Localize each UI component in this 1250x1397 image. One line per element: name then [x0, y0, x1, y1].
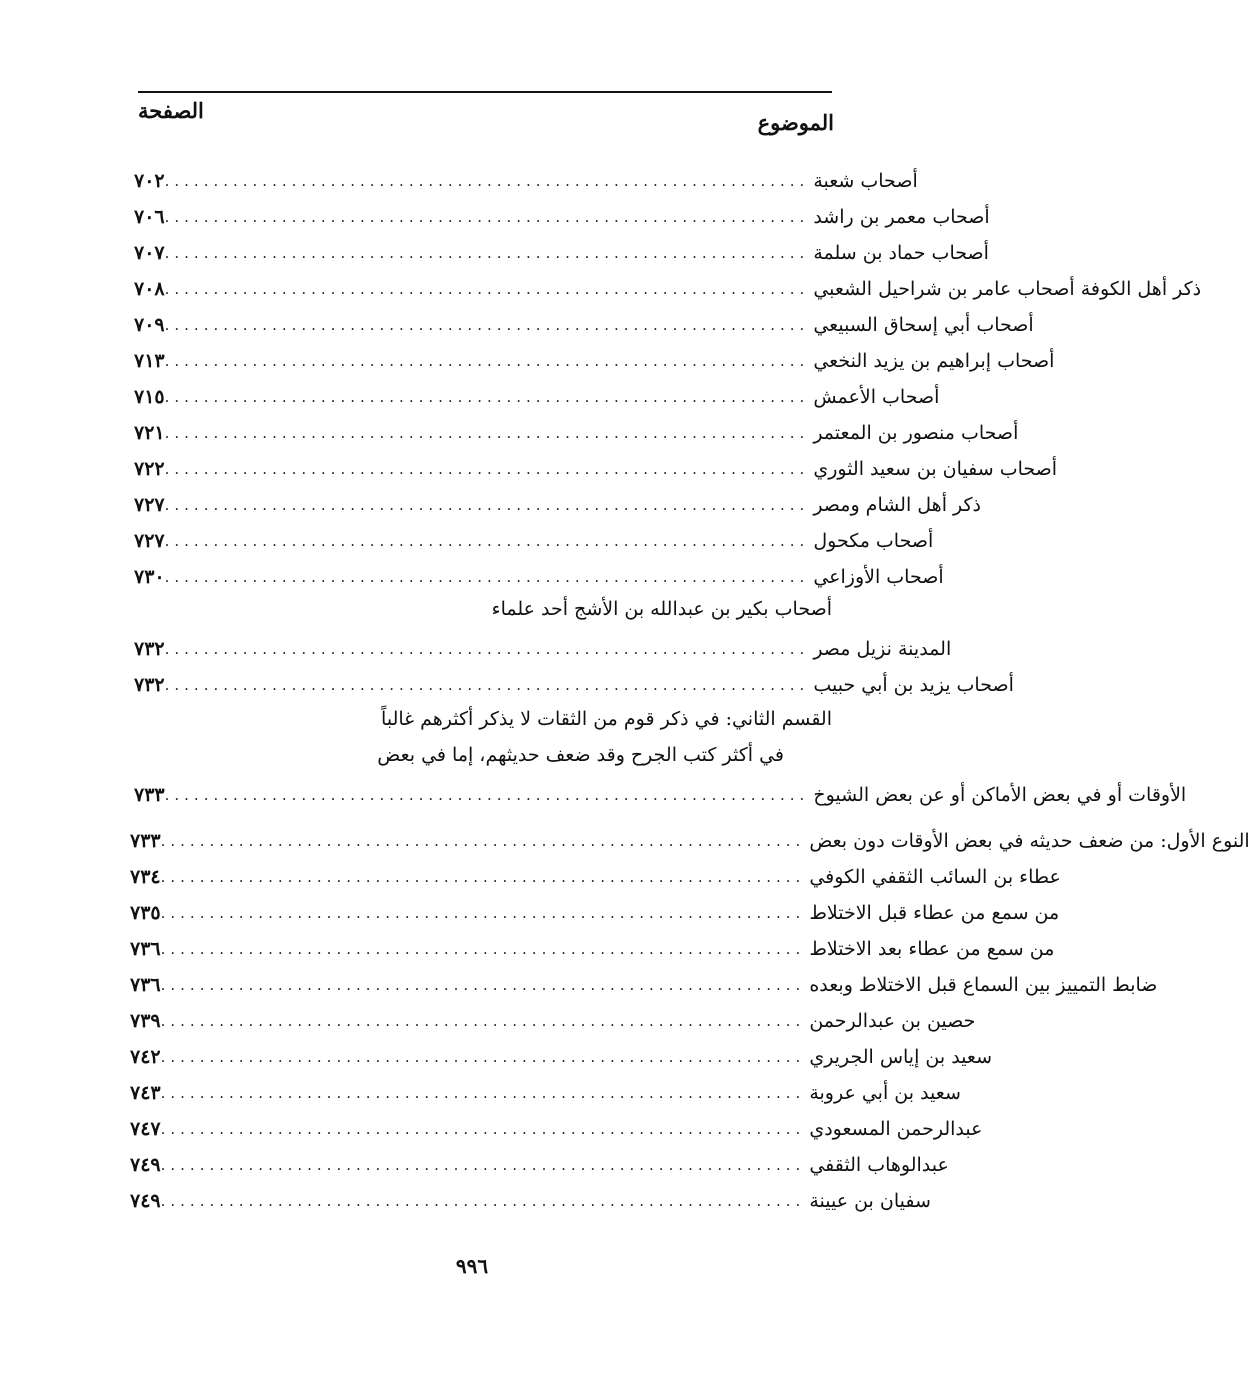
entry-page: ٧٢٢ — [134, 458, 165, 480]
entry-title: عبدالرحمن المسعودي — [809, 1118, 983, 1140]
dot-leader: .................................................................. — [164, 640, 810, 658]
toc-entry — [130, 862, 1061, 892]
dot-leader: .................................................................. — [164, 316, 810, 334]
dot-leader: .................................................................. — [164, 786, 810, 804]
entry-title: سعيد بن إياس الجريري — [809, 1046, 992, 1068]
page-column-header: الصفحة — [138, 98, 204, 123]
toc-entry — [134, 310, 1034, 340]
entry-page: ٧٣٥ — [130, 902, 161, 924]
entry-title: سفيان بن عيينة — [809, 1190, 931, 1212]
toc-entry — [130, 970, 1158, 1000]
toc-entry — [134, 418, 1019, 448]
toc-entry — [134, 202, 990, 232]
entry-page: ٧٠٧ — [134, 242, 165, 264]
entry-page: ٧٠٢ — [134, 170, 165, 192]
toc-entry — [134, 526, 934, 556]
entry-title: أصحاب معمر بن راشد — [813, 206, 990, 228]
entry-page: ٧٣٦ — [130, 938, 161, 960]
dot-leader: .................................................................. — [160, 904, 806, 922]
dot-leader: .................................................................. — [160, 976, 806, 994]
toc-entry — [130, 898, 1060, 928]
toc-entry — [134, 670, 1014, 700]
toc-entry — [134, 274, 1202, 304]
dot-leader: .................................................................. — [164, 352, 810, 370]
entry-title: أصحاب الأوزاعي — [813, 566, 944, 588]
entry-title-continued: أصحاب بكير بن عبدالله بن الأشج أحد علماء — [491, 598, 832, 620]
entry-page: ٧٢٧ — [134, 494, 165, 516]
toc-entry — [130, 826, 1250, 856]
entry-title: سعيد بن أبي عروبة — [809, 1082, 961, 1104]
entry-title: أصحاب إبراهيم بن يزيد النخعي — [813, 350, 1055, 372]
entry-title: أصحاب الأعمش — [813, 386, 940, 408]
entry-title: ضابط التمييز بين السماع قبل الاختلاط وبعده — [809, 974, 1158, 996]
toc-entry — [130, 934, 1055, 964]
entry-title: أصحاب أبي إسحاق السبيعي — [813, 314, 1034, 336]
dot-leader: .................................................................. — [164, 532, 810, 550]
dot-leader: .................................................................. — [164, 496, 810, 514]
dot-leader: .................................................................. — [160, 940, 806, 958]
entry-title: عطاء بن السائب الثقفي الكوفي — [809, 866, 1061, 888]
entry-page: ٧١٣ — [134, 350, 165, 372]
toc-entry — [130, 1042, 992, 1072]
dot-leader: .................................................................. — [160, 1156, 806, 1174]
entry-title: من سمع من عطاء بعد الاختلاط — [809, 938, 1055, 960]
entry-title: أصحاب سفيان بن سعيد الثوري — [813, 458, 1058, 480]
dot-leader: .................................................................. — [160, 832, 806, 850]
toc-entry — [134, 634, 952, 664]
entry-page: ٧٠٩ — [134, 314, 165, 336]
entry-title: من سمع من عطاء قبل الاختلاط — [809, 902, 1060, 924]
toc-entry — [130, 1150, 949, 1180]
dot-leader: .................................................................. — [164, 568, 810, 586]
entry-page: ٧٤٩ — [130, 1154, 161, 1176]
toc-entry — [130, 1078, 961, 1108]
toc-entry — [130, 1114, 983, 1144]
toc-entry — [134, 382, 940, 412]
entry-title: أصحاب مكحول — [813, 530, 934, 552]
entry-title: أصحاب شعبة — [813, 170, 918, 192]
dot-leader: .................................................................. — [160, 1120, 806, 1138]
toc-entry — [134, 346, 1055, 376]
entry-page: ٧٤٣ — [130, 1082, 161, 1104]
entry-page: ٧٢١ — [134, 422, 165, 444]
dot-leader: .................................................................. — [164, 280, 810, 298]
dot-leader: .................................................................. — [164, 172, 810, 190]
entry-page: ٧٤٩ — [130, 1190, 161, 1212]
toc-entry — [134, 238, 989, 268]
entry-page: ٧٣٤ — [130, 866, 161, 888]
entry-page: ٧٣٣ — [134, 784, 165, 806]
entry-page: ٧٠٨ — [134, 278, 165, 300]
entry-title: عبدالوهاب الثقفي — [809, 1154, 949, 1176]
entry-title: الأوقات أو في بعض الأماكن أو عن بعض الشيوخ — [813, 784, 1187, 806]
dot-leader: .................................................................. — [160, 1084, 806, 1102]
entry-page: ٧٣٠ — [134, 566, 165, 588]
dot-leader: .................................................................. — [160, 868, 806, 886]
toc-entry — [134, 454, 1058, 484]
entry-page: ٧٣٩ — [130, 1010, 161, 1032]
entry-title: النوع الأول: من ضعف حديثه في بعض الأوقات دون بعض — [809, 830, 1250, 852]
dot-leader: .................................................................. — [164, 388, 810, 406]
section-heading-continued: في أكثر كتب الجرح وقد ضعف حديثهم، إما في بعض — [377, 744, 784, 766]
dot-leader: .................................................................. — [160, 1048, 806, 1066]
dot-leader: .................................................................. — [160, 1192, 806, 1210]
toc-entry — [130, 1186, 931, 1216]
entry-page: ٧٣٣ — [130, 830, 161, 852]
entry-title: المدينة نزيل مصر — [813, 638, 952, 660]
toc-entry — [134, 780, 1187, 810]
entry-title: ذكر أهل الكوفة أصحاب عامر بن شراحيل الشعبي — [813, 278, 1202, 300]
toc-entry — [134, 562, 944, 592]
entry-title: حصين بن عبدالرحمن — [809, 1010, 976, 1032]
dot-leader: .................................................................. — [164, 460, 810, 478]
entry-title: أصحاب يزيد بن أبي حبيب — [813, 674, 1014, 696]
entry-page: ٧٠٦ — [134, 206, 165, 228]
toc-entry — [134, 490, 982, 520]
dot-leader: .................................................................. — [164, 676, 810, 694]
entry-page: ٧١٥ — [134, 386, 165, 408]
entry-title: أصحاب منصور بن المعتمر — [813, 422, 1019, 444]
entry-page: ٧٤٧ — [130, 1118, 161, 1140]
entry-page: ٧٣٢ — [134, 638, 165, 660]
dot-leader: .................................................................. — [160, 1012, 806, 1030]
entry-title: أصحاب حماد بن سلمة — [813, 242, 989, 264]
dot-leader: .................................................................. — [164, 244, 810, 262]
dot-leader: .................................................................. — [164, 208, 810, 226]
entry-page: ٧٤٢ — [130, 1046, 161, 1068]
topic-column-header: الموضوع — [757, 110, 834, 135]
toc-entry — [130, 1006, 976, 1036]
entry-page: ٧٣٢ — [134, 674, 165, 696]
entry-page: ٧٢٧ — [134, 530, 165, 552]
section-heading: القسم الثاني: في ذكر قوم من الثقات لا يذكر أكثرهم غالباً — [381, 708, 832, 730]
entry-page: ٧٣٦ — [130, 974, 161, 996]
toc-entry — [134, 166, 918, 196]
entry-title: ذكر أهل الشام ومصر — [813, 494, 982, 516]
page-number: ٩٩٦ — [455, 1254, 489, 1278]
dot-leader: .................................................................. — [164, 424, 810, 442]
